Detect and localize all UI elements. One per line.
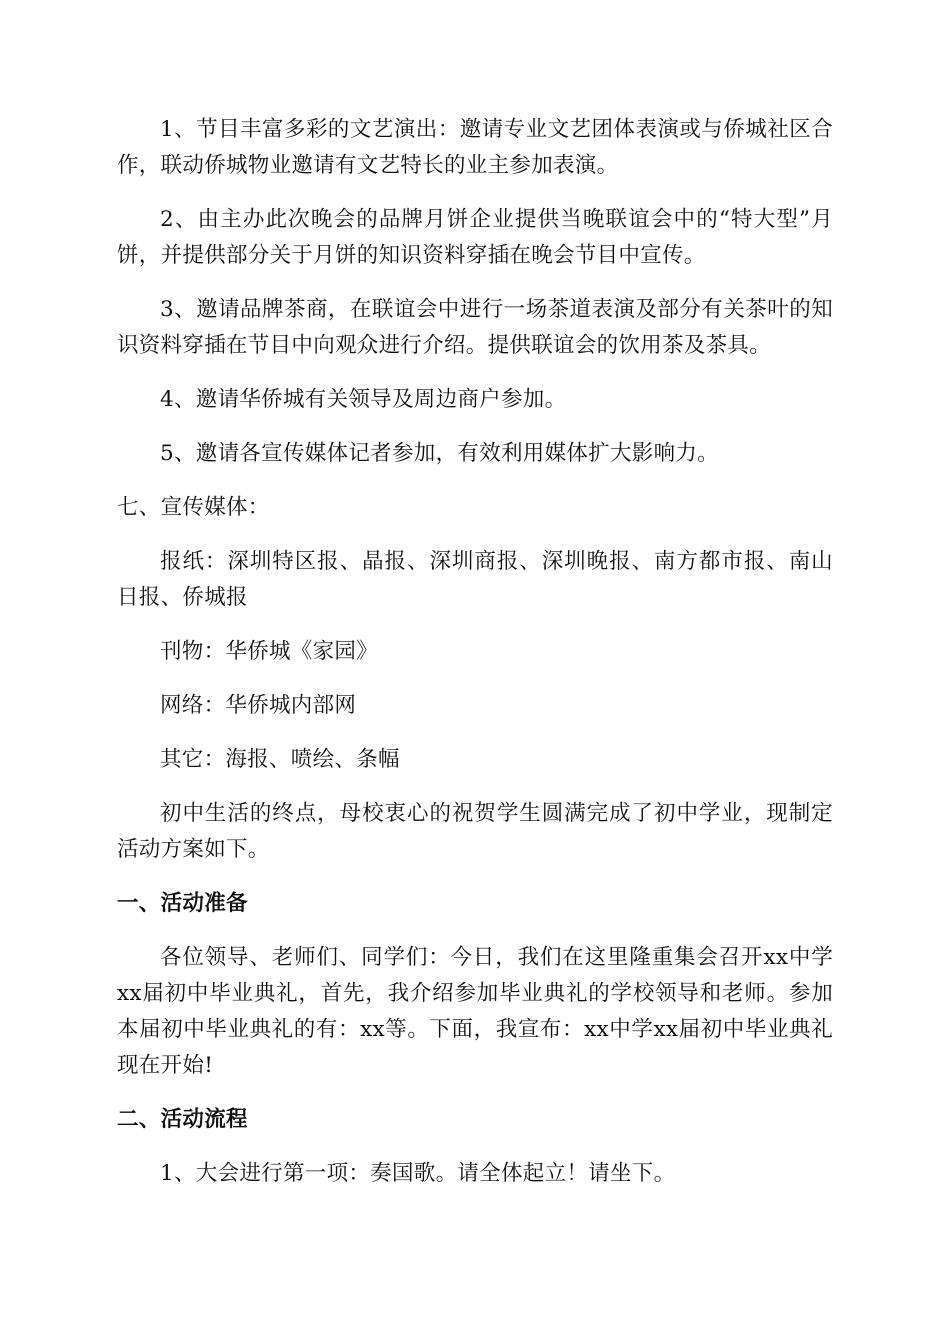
paragraph-others: 其它：海报、喷绘、条幅 [160,747,400,772]
document-page [117,112,833,1210]
paragraph-tea-ceremony: 3、邀请品牌茶商，在联谊会中进行一场茶道表演及部分有关茶叶的知识资料穿插在节目中向观众进行介绍。提供联谊会的饮用茶及茶具。 [117,297,833,358]
paragraph-invite-media: 5、邀请各宣传媒体记者参加，有效利用媒体扩大影响力。 [160,441,719,466]
paragraph-anthem: 1、大会进行第一项：奏国歌。请全体起立！请坐下。 [160,1161,676,1186]
section-heading-media: 七、宣传媒体： [117,495,270,520]
paragraph-opening-speech: 各位领导、老师们、同学们：今日，我们在这里隆重集会召开xx中学xx届初中毕业典礼，首先，我介绍参加毕业典礼的学校领导和老师。参加本届初中毕业典礼的有：xx等。下面，我宣布：xx中学xx届初中毕业典礼现在开始! [117,945,833,1078]
paragraph-intro-graduation: 初中生活的终点，母校衷心的祝贺学生圆满完成了初中学业，现制定活动方案如下。 [117,801,833,862]
section-heading-preparation: 一、活动准备 [117,891,248,916]
paragraph-program-performances: 1、节目丰富多彩的文艺演出：邀请专业文艺团体表演或与侨城社区合作，联动侨城物业邀请有文艺特长的业主参加表演。 [117,117,833,178]
paragraph-magazine: 刊物：华侨城《家园》 [160,639,379,664]
paragraph-network: 网络：华侨城内部网 [160,693,357,718]
paragraph-invite-leaders: 4、邀请华侨城有关领导及周边商户参加。 [160,387,567,412]
paragraph-newspapers: 报纸：深圳特区报、晶报、深圳商报、深圳晚报、南方都市报、南山日报、侨城报 [117,549,833,610]
paragraph-mooncake: 2、由主办此次晚会的品牌月饼企业提供当晚联谊会中的“特大型”月饼，并提供部分关于月饼的知识资料穿插在晚会节目中宣传。 [117,207,833,268]
section-heading-process: 二、活动流程 [117,1107,248,1132]
